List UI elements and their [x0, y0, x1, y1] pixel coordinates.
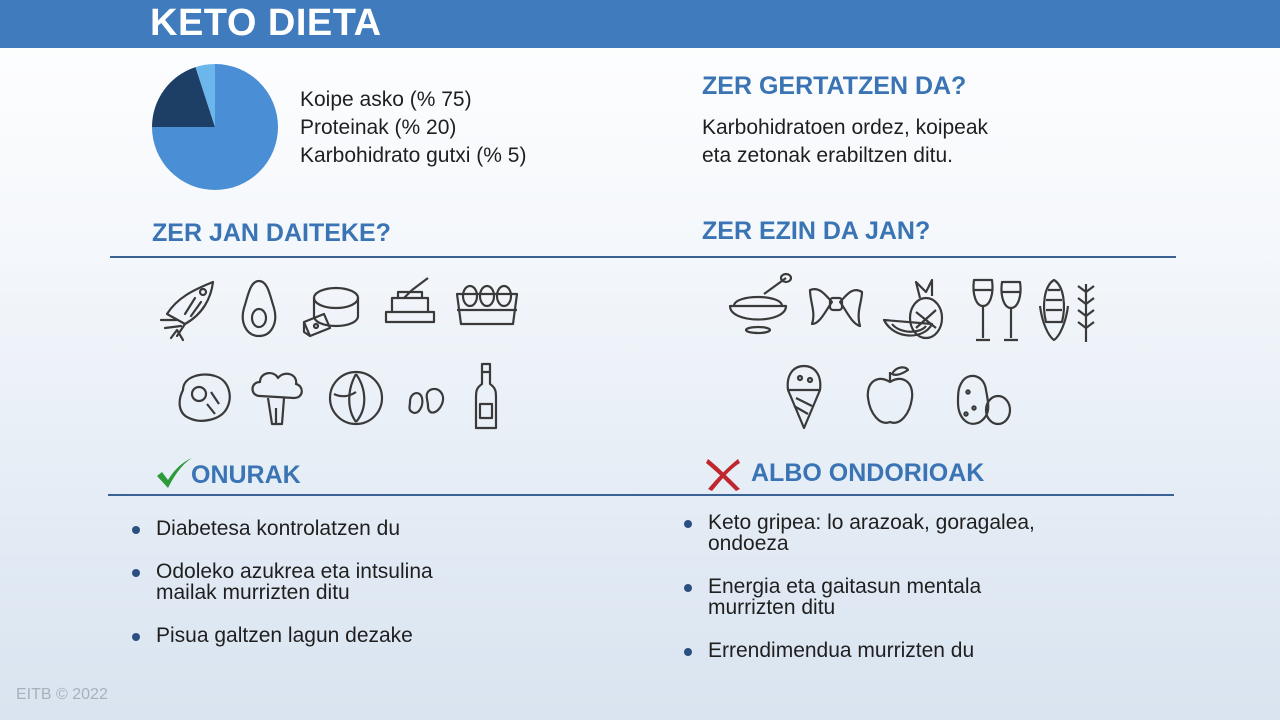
steak-icon: [175, 370, 235, 426]
bullet-dot: [684, 584, 692, 592]
what-happens-text: [702, 114, 988, 170]
bullet-dot: [684, 648, 692, 656]
check-mark-icon: [154, 456, 194, 492]
pie-legend: [300, 86, 526, 170]
copyright-footer: EITB © 2022: [16, 686, 108, 703]
benefit-item: Pisua galtzen lagun dezake: [132, 625, 572, 646]
side-effect-item: Errendimendua murrizten du: [684, 640, 1164, 661]
page-title: KETO DIETA: [150, 2, 382, 44]
cheese-icon: [300, 280, 362, 340]
corn-wheat-icon: [1036, 276, 1102, 344]
bullet-dot: [132, 569, 140, 577]
what-happens-line-2: eta zetonak erabiltzen ditu.: [702, 144, 953, 167]
ice-cream-icon: [784, 362, 824, 430]
benefits-title: ONURAK: [191, 461, 301, 489]
food-divider: [110, 256, 1176, 258]
benefit-item: Odoleko azukrea eta intsulina mailak murrizten ditu: [132, 561, 572, 603]
butter-icon: [382, 274, 438, 330]
legend-carbs: Karbohidrato gutxi (% 5): [300, 144, 527, 167]
cross-mark-icon: [704, 457, 742, 491]
wine-glasses-icon: [970, 276, 1026, 344]
benefit-item: Diabetesa kontrolatzen du: [132, 518, 572, 539]
cannot-eat-title: ZER EZIN DA JAN?: [702, 217, 931, 245]
bottom-divider: [108, 494, 1174, 496]
fruits-icon: [880, 276, 948, 344]
side-effect-item: Keto gripea: lo arazoak, goragalea, ondoeza: [684, 512, 1164, 554]
cabbage-icon: [326, 368, 386, 428]
side-effects-title: ALBO ONDORIOAK: [751, 459, 985, 487]
bullet-dot: [684, 520, 692, 528]
what-happens-line-1: Karbohidratoen ordez, koipeak: [702, 116, 989, 139]
legend-fat: Koipe asko (% 75): [300, 88, 472, 111]
can-eat-title: ZER JAN DAITEKE?: [152, 219, 391, 247]
macros-pie-chart: [150, 62, 280, 192]
oil-bottle-icon: [470, 362, 502, 432]
avocado-icon: [238, 278, 280, 340]
apple-icon: [864, 364, 916, 428]
legend-protein: Proteinak (% 20): [300, 116, 457, 139]
broccoli-icon: [246, 368, 306, 428]
pasta-icon: [806, 280, 866, 336]
eggs-icon: [453, 280, 521, 328]
fish-icon: [155, 274, 223, 344]
bullet-dot: [132, 526, 140, 534]
rice-bowl-icon: [724, 270, 792, 338]
header-bar: [0, 0, 1280, 48]
side-effect-item: Energia eta gaitasun mentala murrizten ditu: [684, 576, 1164, 618]
bullet-dot: [132, 633, 140, 641]
potato-icon: [954, 370, 1012, 428]
side-effects-list: [684, 512, 1164, 683]
what-happens-title: ZER GERTATZEN DA?: [702, 72, 967, 100]
nuts-icon: [404, 382, 448, 422]
benefits-list: [132, 518, 572, 668]
